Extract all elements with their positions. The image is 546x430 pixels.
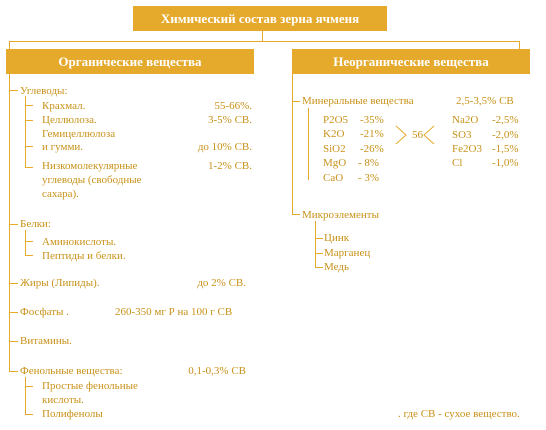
micro-item-zinc: Цинк [324, 232, 350, 244]
proteins-label: Белки: [20, 218, 51, 230]
phenols-value: 0,1-0,3% СВ [188, 365, 246, 377]
phosphates-label: Фосфаты . [20, 306, 69, 318]
mineral-name: Na2O [452, 114, 479, 126]
minerals-label: Минеральные вещества [302, 95, 414, 107]
fats-value: до 2% СВ. [197, 277, 246, 289]
mineral-name: SO3 [452, 129, 472, 141]
mineral-value: - 3% [358, 172, 380, 184]
mineral-value: - 8% [358, 157, 380, 169]
mineral-value: -35% [360, 114, 384, 126]
micro-item-manganese: Марганец [324, 247, 371, 259]
lmw-name-line2: углеводы (свободные [42, 174, 142, 186]
mineral-name: MgO [323, 157, 347, 169]
diagram-title: Химический состав зерна ячменя [133, 6, 387, 31]
mineral-name: P2O5 [323, 114, 349, 126]
mineral-value: -2,0% [492, 129, 519, 141]
micro-label: Микроэлементы [302, 209, 379, 221]
mineral-value: -2,5% [492, 114, 519, 126]
phenols-label: Фенольные вещества: [20, 365, 123, 377]
vitamins-label: Витамины. [20, 335, 72, 347]
lmw-name-line1: Низкомолекулярные [42, 160, 138, 172]
organic-header: Органические вещества [6, 49, 254, 74]
mineral-value: -1,5% [492, 143, 519, 155]
minerals-value: 2,5-3,5% СВ [456, 95, 514, 107]
micro-item-copper: Медь [324, 261, 349, 273]
cellulose-value: 3-5% СВ. [208, 114, 252, 126]
hemicellulose-value: до 10% СВ. [197, 141, 252, 153]
phosphates-value: 260-350 мг Р на 100 г СВ [115, 306, 233, 318]
polyphenols: Полифенолы [42, 408, 103, 420]
mineral-name: SiO2 [323, 143, 346, 155]
mineral-sum: 56 [412, 129, 423, 141]
lmw-value: 1-2% СВ. [208, 160, 252, 172]
simple-phenols-line1: Простые фенольные [42, 380, 138, 392]
starch-name: Крахмал. [42, 100, 86, 112]
simple-phenols-line2: кислоты. [42, 394, 84, 406]
peptides: Пептиды и белки. [42, 250, 126, 262]
mineral-name: Fe2O3 [452, 143, 482, 155]
hemicellulose-name-line1: Гемицеллюлоза [42, 128, 116, 140]
mineral-name: Cl [452, 157, 463, 169]
mineral-value: -26% [360, 143, 384, 155]
fats-label: Жиры (Липиды). [20, 277, 100, 289]
starch-value: 55-66%. [214, 100, 252, 112]
mineral-name: K2O [323, 128, 345, 140]
carbs-label: Углеводы: [20, 85, 68, 97]
mineral-value: -1,0% [492, 157, 519, 169]
mineral-name: CaO [323, 172, 344, 184]
lmw-name-line3: сахара). [42, 188, 79, 200]
inorganic-header: Неорганические вещества [292, 49, 530, 74]
hemicellulose-name-line2: и гумми. [42, 141, 84, 153]
cellulose-name: Целлюлоза. [42, 114, 97, 126]
footnote: . где СВ - сухое вещество. [398, 408, 520, 420]
mineral-value: -21% [360, 128, 384, 140]
aminoacids: Аминокислоты. [42, 236, 117, 248]
